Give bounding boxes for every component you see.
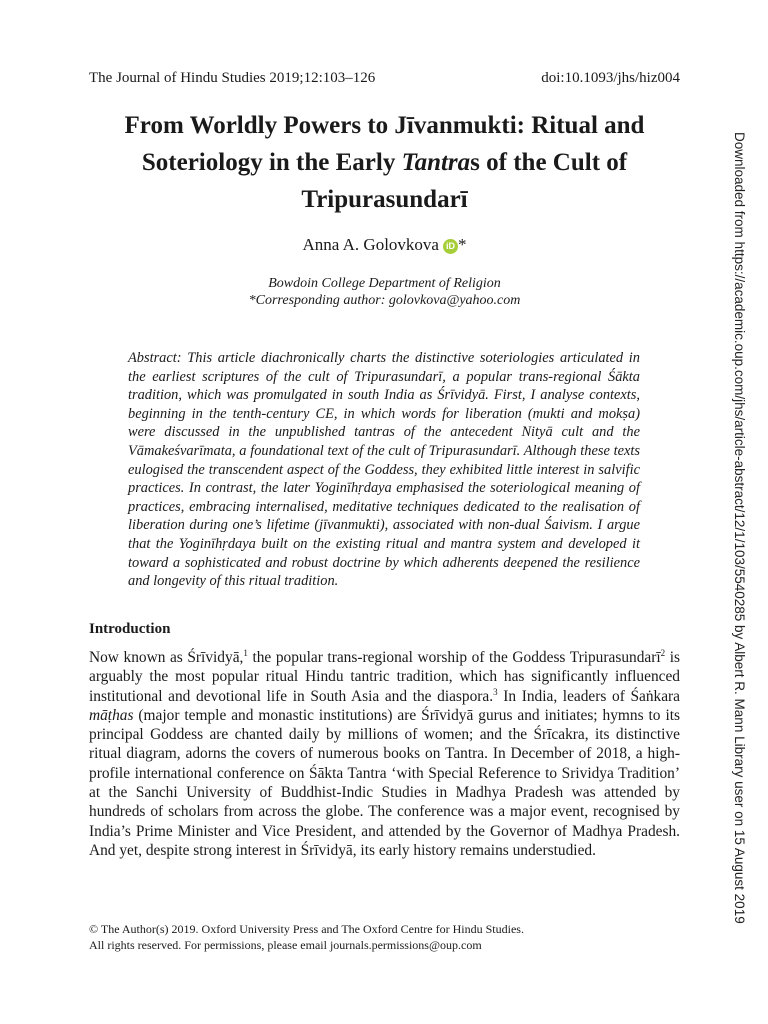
footnote-ref-2[interactable]: 2 <box>660 647 666 658</box>
footnote-ref-3[interactable]: 3 <box>493 686 498 697</box>
body-text-4: In India, leaders of Śaṅkara <box>497 687 681 705</box>
article-title <box>89 107 680 218</box>
body-text-2: the popular trans-regional worship of the Goddess Tripurasundarī <box>247 649 661 666</box>
running-head <box>89 70 680 90</box>
body-text-5: (major temple and monastic institutions) are Śrīvidyā gurus and initiates; hymns to its principal Goddess are chanted daily by millions of women; and the Śrīcakra, its distinctive ritual diagram, adorns the covers of numerous books on Tantra. In December of 2018, a high-profile international conference on Śākta Tantra ‘with Special Reference to Srividya Tradition’ at the Sanchi University of Buddhist-Indic Studies in Madhya Pradesh was attended by hundreds of scholars from across the globe. The conference was a major event, recognised by India’s Prime Minister and Vice President, and attended by the Governor of Madhya Pradesh. And yet, despite strong interest in Śrīvidyā, its early history remains understudied. <box>89 706 680 859</box>
title-line-2-end: s of the Cult of <box>470 149 628 176</box>
body-text-1: Now known as Śrīvidyā, <box>89 649 244 666</box>
journal-citation: The Journal of Hindu Studies 2019;12:103–126 <box>89 70 376 86</box>
title-line-3: Tripurasundarī <box>301 186 468 213</box>
body-paragraph <box>89 648 680 860</box>
body-italic-term: māṭhas <box>89 706 134 724</box>
institution: Bowdoin College Department of Religion <box>268 276 501 291</box>
title-line-2 <box>89 144 680 181</box>
corresponding-marker: * <box>457 235 467 254</box>
author-name[interactable]: Anna A. Golovkova <box>302 235 439 254</box>
copyright-line: © The Author(s) 2019. Oxford University Press and The Oxford Centre for Hindu Studies. <box>89 922 524 936</box>
affiliation <box>89 275 680 309</box>
download-watermark: Downloaded from https://academic.oup.com/jhs/article-abstract/12/1/103/5540285 by Albert R. Mann Library user on 15 August 2019 <box>732 132 747 924</box>
copyright-footer <box>89 921 680 953</box>
doi-link[interactable]: doi:10.1093/jhs/hiz004 <box>541 70 680 86</box>
title-line-2-start: Soteriology in the Early <box>141 149 402 176</box>
body-text-3: is arguably the most popular ritual Hindu tantric tradition, which has significantly influenced institutional and devotional life in South Asia and the diaspora. <box>89 649 680 705</box>
permissions-line: All rights reserved. For permissions, please email journals.permissions@oup.com <box>89 938 482 952</box>
title-italic-word: Tantra <box>401 149 471 176</box>
abstract: Abstract: This article diachronically charts the distinctive soteriologies articulated in the earliest scriptures of the cult of Tripurasundarī, a popular trans-regional Śākta tradition, which was promulgated in south India as Śrīvidyā. First, I analyse contexts, beginning in the tenth-century CE, in which words for liberation (mukti and mokṣa) were discussed in the unpublished tantras of the antecedent Nityā cult and the Vāmakeśvarīmata, a foundational text of the cult of Tripurasundarī. Although these texts eulogised the transcendent aspect of the Goddess, they exhibited little interest in salvific practices. In contrast, the later Yoginīhṛdaya emphasised the soteriological meaning of practices, embracing internalised, meditative techniques dedicated to the realisation of liberation during one’s lifetime (jīvanmukti), associated with non-dual Śaivism. I argue that the Yoginīhṛdaya built on the existing ritual and mantra system and developed it toward a sophisticated and robust doctrine by which adherents deepened the resilience and longevity of this ritual tradition. <box>128 350 640 590</box>
corresponding-author[interactable]: *Corresponding author: golovkova@yahoo.com <box>248 293 521 308</box>
section-heading: Introduction <box>89 621 171 637</box>
title-line-1: From Worldly Powers to Jīvanmukti: Ritual and <box>124 112 645 139</box>
author-line <box>89 235 680 255</box>
footnote-ref-1[interactable]: 1 <box>243 647 248 658</box>
orcid-icon[interactable]: iD <box>443 239 458 254</box>
